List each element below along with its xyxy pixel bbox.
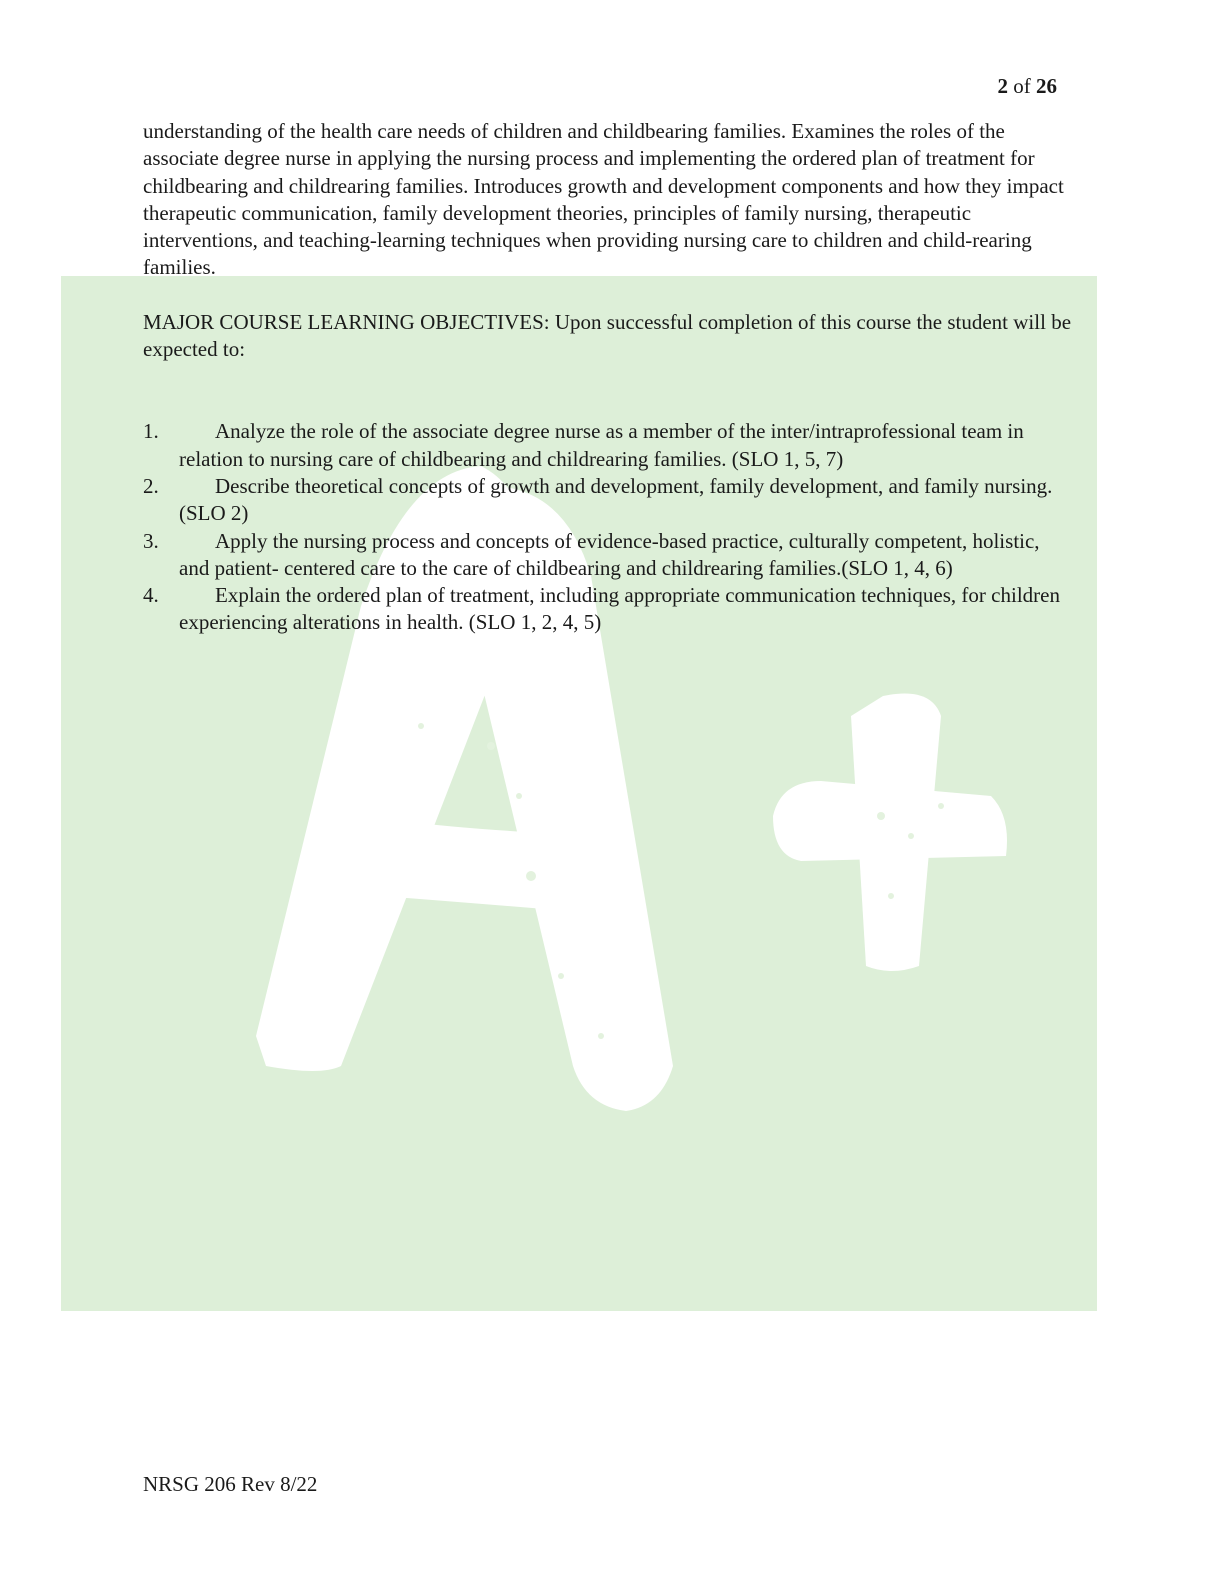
objective-number: 2.: [143, 473, 159, 498]
page-number: [998, 74, 1058, 98]
page-current: 2: [997, 74, 1008, 98]
document-body: [143, 118, 1073, 637]
objective-number: 3.: [143, 528, 159, 553]
objectives-list: [143, 418, 1073, 636]
objective-text: Analyze the role of the associate degree nurse as a member of the inter/intraprofessional team in relation to nursing care of childbearing and childrearing families. (SLO 1, 5, 7): [179, 419, 1024, 471]
objective-text: Describe theoretical concepts of growth and development, family development, and family nursing. (SLO 2): [179, 473, 1053, 526]
objective-item: [143, 528, 1073, 583]
course-description: understanding of the health care needs of children and childbearing families. Examines the roles of the associate degree nurse in applying the nursing process and implementing the ordered plan of treatment for childbearing and childrearing families. Introduces growth and development components and how they impact therapeutic communication, family development theories, principles of family nursing, therapeutic interventions, and teaching-learning techniques when providing nursing care to children and child-rearing families.: [143, 119, 1064, 280]
objective-text: Explain the ordered plan of treatment, including appropriate communication techniques, for children experiencing alterations in health. (SLO 1, 2, 4, 5): [179, 583, 1060, 635]
page-total: 26: [1036, 74, 1057, 98]
objective-number: 1.: [143, 419, 159, 444]
objective-text: Apply the nursing process and concepts of evidence-based practice, culturally competent, holistic, and patient- centered care to the care of childbearing and childrearing families.(SLO 1, 4, 6): [179, 528, 1040, 580]
objective-number: 4.: [143, 583, 159, 608]
objective-item: [143, 473, 1073, 528]
objective-item: [143, 418, 1073, 473]
footer-course-revision: NRSG 206 Rev 8/22: [143, 1472, 318, 1496]
page-of: of: [1013, 74, 1031, 98]
objectives-heading: MAJOR COURSE LEARNING OBJECTIVES: Upon successful completion of this course the student will be expected to:: [143, 309, 1072, 362]
objective-item: [143, 582, 1073, 637]
